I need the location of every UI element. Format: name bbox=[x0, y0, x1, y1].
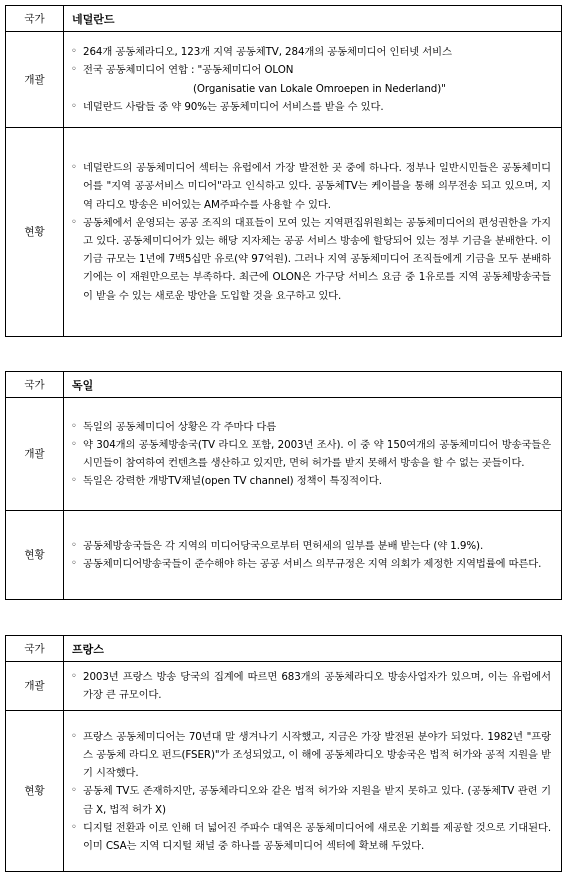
france-status-row bbox=[6, 711, 562, 872]
germany-status-item-2: ◦ 공동체미디어방송국들이 준수해야 하는 공공 서비스 의무규정은 지역 의회가 제정한 지역법률에 따른다. bbox=[70, 555, 551, 573]
germany-overview bbox=[64, 398, 562, 511]
france-overview-row bbox=[6, 662, 562, 711]
country-label: 국가 bbox=[6, 6, 64, 32]
netherlands-status-item-1: ◦ 네덜란드의 공동체미디어 섹터는 유럽에서 가장 발전한 곳 중에 하나다. 정부나 일반시민들은 공동체미디어를 "지역 공공서비스 미디어"라고 인식하고 있다. 공동체TV는 케이블을 통해 의무전송 되고 있으며, 지역 라디오 방송은 비어있는 AM주파수를 사용할 수 있다. bbox=[70, 159, 551, 214]
country-label: 국가 bbox=[6, 636, 64, 662]
netherlands-header-row bbox=[6, 6, 562, 32]
france-status-item-3: ◦ 디지털 전환과 이로 인해 더 넓어진 주파수 대역은 공동체미디어에 새로운 기회를 제공할 것으로 기대된다. 이미 CSA는 지역 디지털 채널 중 하나를 공동체미디어 섹터에 확보해 두었다. bbox=[70, 819, 551, 855]
france-table bbox=[5, 635, 562, 872]
status-label: 현황 bbox=[6, 128, 64, 337]
france-overview bbox=[64, 662, 562, 711]
netherlands-status-item-2: ◦ 공동체에서 운영되는 공공 조직의 대표들이 모여 있는 지역편집위원회는 공동체미디어의 편성권한을 가지고 있다. 공동체미디어가 있는 해당 지자체는 공공 서비스 방송에 할당되어 있는 정부 기금을 분배한다. 이 기금 규모는 1년에 7백5십만 유로(약 97억원). 그러나 지역 공동체미디어 조직들에게 기금을 모두 분배하기에는 이 재원만으로는 부족하다. 최근에 OLON은 가구당 서비스 요금 중 1유로를 지역 공동체방송국들이 받을 수 있는 새로운 방안을 도입할 것을 요구하고 있다. bbox=[70, 214, 551, 305]
overview-label: 개괄 bbox=[6, 662, 64, 711]
germany-table bbox=[5, 371, 562, 600]
germany-status-item-1: ◦ 공동체방송국들은 각 지역의 미디어당국으로부터 면허세의 일부를 분배 받는다 (약 1.9%). bbox=[70, 537, 551, 555]
germany-status bbox=[64, 511, 562, 600]
netherlands-overview-item-1: ◦ 264개 공동체라디오, 123개 지역 공동체TV, 284개의 공동체미디어 인터넷 서비스 bbox=[70, 43, 551, 61]
netherlands-name: 네덜란드 bbox=[64, 6, 562, 32]
netherlands-overview-row bbox=[6, 32, 562, 128]
france-status-item-1: ◦ 프랑스 공동체미디어는 70년대 말 생겨나기 시작했고, 지금은 가장 발전된 분야가 되었다. 1982년 "프랑스 공동체 라디오 펀드(FSER)"가 조성되었고, 이 해에 공동체라디오 방송국은 법적 허가와 공적 지원을 받기 시작했다. bbox=[70, 728, 551, 783]
germany-name: 독일 bbox=[64, 372, 562, 398]
germany-overview-row bbox=[6, 398, 562, 511]
netherlands-overview bbox=[64, 32, 562, 128]
country-label: 국가 bbox=[6, 372, 64, 398]
germany-overview-item-2: ◦ 약 304개의 공동체방송국(TV 라디오 포함, 2003년 조사). 이 중 약 150여개의 공동체미디어 방송국들은 시민들이 참여하여 컨텐츠를 생산하고 있지만, 면허 허가를 받지 못해서 방송을 할 수 없는 곳들이다. bbox=[70, 436, 551, 472]
france-overview-item-1: ◦ 2003년 프랑스 방송 당국의 집계에 따르면 683개의 공동체라디오 방송사업자가 있으며, 이는 유럽에서 가장 큰 규모이다. bbox=[70, 668, 551, 704]
netherlands-overview-item-2-cont: (Organisatie van Lokale Omroepen in Nederland)" bbox=[193, 82, 446, 95]
netherlands-status bbox=[64, 128, 562, 337]
germany-overview-item-1: ◦ 독일의 공동체미디어 상황은 각 주마다 다름 bbox=[70, 418, 551, 436]
overview-label: 개괄 bbox=[6, 32, 64, 128]
germany-header-row bbox=[6, 372, 562, 398]
netherlands-overview-item-2-text: 전국 공동체미디어 연합 : "공동체미디어 OLON bbox=[83, 64, 294, 77]
netherlands-overview-item-2 bbox=[70, 61, 551, 97]
france-status-item-2: ◦ 공동체 TV도 존재하지만, 공동체라디오와 같은 법적 허가와 지원을 받지 못하고 있다. (공동체TV 관련 기금 X, 법적 허가 X) bbox=[70, 782, 551, 818]
france-status bbox=[64, 711, 562, 872]
france-name: 프랑스 bbox=[64, 636, 562, 662]
netherlands-overview-item-3: ◦ 네덜란드 사람들 중 약 90%는 공동체미디어 서비스를 받을 수 있다. bbox=[70, 98, 551, 116]
status-label: 현황 bbox=[6, 511, 64, 600]
netherlands-status-row bbox=[6, 128, 562, 337]
germany-overview-item-3: ◦ 독일은 강력한 개방TV채널(open TV channel) 정책이 특징적이다. bbox=[70, 472, 551, 490]
status-label: 현황 bbox=[6, 711, 64, 872]
france-header-row bbox=[6, 636, 562, 662]
germany-status-row bbox=[6, 511, 562, 600]
overview-label: 개괄 bbox=[6, 398, 64, 511]
netherlands-table bbox=[5, 5, 562, 337]
